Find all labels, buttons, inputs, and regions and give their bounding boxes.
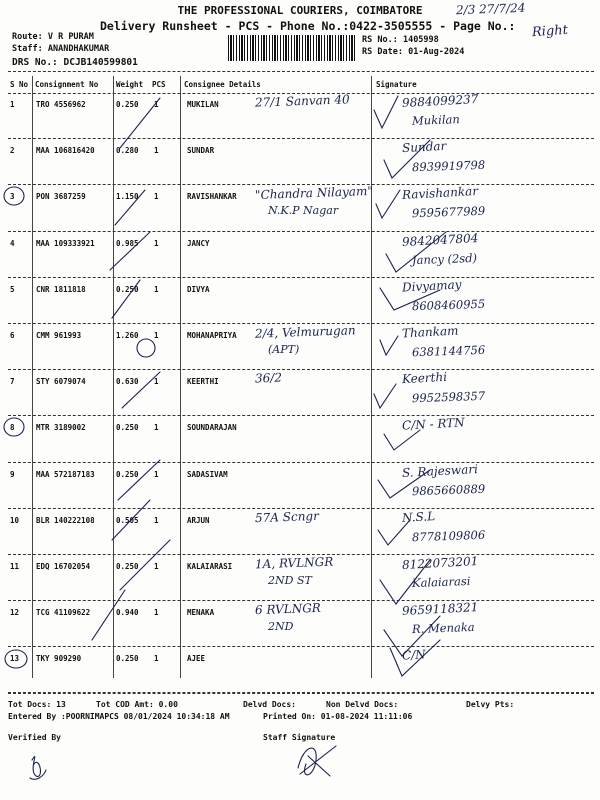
row-consignment-no: STY 6079074 bbox=[36, 377, 86, 387]
verified-by-label: Verified By bbox=[8, 733, 61, 742]
row-consignee-name: SADASIVAM bbox=[187, 469, 228, 479]
staff-value: ANANDHAKUMAR bbox=[47, 44, 110, 54]
tot-docs: Tot Docs: 13 bbox=[8, 700, 66, 709]
row-signature-line1: 9659118321 bbox=[401, 600, 479, 619]
row-weight: 0.630 bbox=[116, 377, 139, 387]
delvy-pts: Delvy Pts: bbox=[466, 700, 515, 709]
row-handwritten-note: 57A Scngr bbox=[254, 508, 320, 525]
row-weight: 0.940 bbox=[116, 608, 139, 618]
tick-mark bbox=[380, 560, 430, 604]
row-consignee-name: SOUNDARAJAN bbox=[187, 423, 237, 433]
row-consignment-no: CMM 961993 bbox=[36, 331, 82, 340]
rs-date-value: 01-Aug-2024 bbox=[408, 47, 465, 57]
row-sno: 13 bbox=[10, 654, 20, 664]
row-pcs: 1 bbox=[154, 562, 159, 571]
col-header-weight: Weight bbox=[116, 80, 144, 89]
entered-by: Entered By :POORNIMAPCS 08/01/2024 10:34:18 AM bbox=[8, 712, 230, 721]
row-consignment-no: MAA 109333921 bbox=[36, 238, 95, 248]
stroke-mark bbox=[120, 540, 170, 590]
rs-date-label: RS Date: bbox=[362, 47, 403, 57]
staff-label: Staff: bbox=[12, 44, 43, 54]
row-sno: 1 bbox=[10, 100, 15, 109]
row-handwritten-note-2: 2ND ST bbox=[268, 574, 312, 587]
row-consignment-no: CNR 1811818 bbox=[36, 284, 86, 294]
row-consignee-name: JANCY bbox=[187, 238, 210, 248]
row-weight: 0.985 bbox=[116, 238, 139, 248]
row-weight: 0.250 bbox=[116, 284, 139, 294]
tick-mark bbox=[386, 232, 446, 272]
row-pcs: 1 bbox=[154, 654, 159, 664]
row-consignee-name: MUKILAN bbox=[187, 100, 219, 109]
drs-value: DCJB140599801 bbox=[63, 57, 138, 68]
row-pcs: 1 bbox=[154, 423, 159, 433]
rs-no-value: 1405998 bbox=[402, 35, 439, 45]
row-consignee-name: RAVISHANKAR bbox=[187, 192, 237, 202]
row-signature-line1: 9884099237 bbox=[401, 92, 479, 110]
tick-mark bbox=[380, 336, 398, 355]
staff-signature-label: Staff Signature bbox=[263, 733, 336, 742]
row-signature-line1: 9842047804 bbox=[401, 230, 479, 249]
stroke-mark bbox=[110, 232, 150, 270]
tick-mark bbox=[384, 140, 430, 178]
verified-signature bbox=[30, 756, 46, 779]
row-pcs: 1 bbox=[154, 515, 159, 525]
non-delvd-docs: Non Delvd Docs: bbox=[326, 700, 399, 709]
row-consignee-name: KEERTHI bbox=[187, 377, 219, 387]
row-signature-line1: C/N bbox=[401, 647, 427, 664]
row-pcs: 1 bbox=[154, 146, 159, 156]
row-pcs: 1 bbox=[154, 331, 159, 340]
runsheet-subtitle: Delivery Runsheet - PCS - Phone No.:0422-3505555 - Page No.: bbox=[100, 19, 516, 33]
row-weight: 0.250 bbox=[116, 100, 139, 109]
row-consignee-name: AJEE bbox=[187, 654, 206, 664]
route-value: V R PURAM bbox=[47, 32, 94, 42]
tick-mark bbox=[380, 288, 440, 310]
row-consignee-name: KALAIARASI bbox=[187, 562, 233, 571]
row-signature-line2: 9595677989 bbox=[411, 204, 486, 221]
row-signature-line1: Sundar bbox=[401, 139, 447, 156]
row-sno: 6 bbox=[10, 331, 15, 340]
row-signature-line2: 8778109806 bbox=[411, 527, 486, 545]
row-signature-line1: Thankam bbox=[401, 323, 459, 341]
row-consignment-no: TKY 909290 bbox=[36, 654, 82, 664]
row-signature-line1: C/N - RTN bbox=[401, 415, 466, 434]
handwritten-corner-note: Right bbox=[531, 22, 569, 41]
printed-on: Printed On: 01-08-2024 11:11:06 bbox=[263, 712, 413, 721]
row-signature-line2: Jancy (2sd) bbox=[411, 250, 478, 267]
tick-mark bbox=[378, 520, 410, 545]
row-sno: 11 bbox=[10, 562, 20, 571]
row-weight: 0.250 bbox=[116, 654, 139, 664]
row-weight: 0.250 bbox=[116, 423, 139, 433]
row-signature-line2: 8939919798 bbox=[411, 157, 486, 175]
stroke-mark bbox=[120, 98, 160, 148]
row-sno: 4 bbox=[10, 238, 15, 248]
row-handwritten-note: 6 RVLNGR bbox=[254, 601, 322, 618]
row-signature-line1: 8122073201 bbox=[401, 554, 479, 572]
row-handwritten-note: 36/2 bbox=[254, 370, 283, 386]
row-handwritten-note: 1A, RVLNGR bbox=[254, 554, 334, 572]
row-consignment-no: TRO 4556962 bbox=[36, 100, 86, 109]
row-handwritten-note-2: (APT) bbox=[268, 343, 300, 356]
handwritten-page-ref: 2/3 27/7/24 bbox=[455, 0, 526, 18]
row-signature-line2: 6381144756 bbox=[411, 342, 486, 360]
row-signature-line2: R. Menaka bbox=[411, 620, 475, 637]
col-header-sno: S No bbox=[10, 80, 29, 89]
staff-signature-scribble bbox=[298, 746, 336, 776]
row-sno: 7 bbox=[10, 377, 15, 387]
row-consignment-no: TCG 41109622 bbox=[36, 608, 91, 618]
row-pcs: 1 bbox=[154, 238, 159, 248]
row-signature-line1: Keerthi bbox=[401, 370, 448, 387]
tick-mark bbox=[384, 430, 420, 450]
row-consignment-no: MAA 106816420 bbox=[36, 146, 95, 156]
row-signature-line1: Ravishankar bbox=[401, 184, 479, 203]
tot-cod: Tot COD Amt: 0.00 bbox=[96, 700, 178, 709]
row-handwritten-note-2: 2ND bbox=[268, 620, 294, 634]
row-weight: 1.260 bbox=[116, 331, 139, 340]
row-consignment-no: EDQ 16702054 bbox=[36, 562, 91, 571]
row-pcs: 1 bbox=[154, 192, 159, 202]
circle-mark bbox=[5, 650, 27, 668]
row-sno: 12 bbox=[10, 608, 20, 618]
col-header-signature: Signature bbox=[376, 80, 417, 89]
row-signature-line1: N.S.L bbox=[401, 508, 436, 525]
row-sno: 3 bbox=[10, 192, 15, 202]
row-consignee-name: ARJUN bbox=[187, 515, 210, 525]
circle-mark bbox=[4, 187, 24, 205]
row-consignment-no: MTR 3189002 bbox=[36, 423, 86, 433]
rs-no-label: RS No.: bbox=[362, 35, 398, 45]
circle-mark bbox=[137, 339, 155, 357]
row-sno: 9 bbox=[10, 469, 15, 479]
row-pcs: 1 bbox=[154, 100, 159, 109]
row-sno: 5 bbox=[10, 284, 15, 294]
row-weight: 0.250 bbox=[116, 562, 139, 571]
tick-mark bbox=[378, 470, 430, 498]
row-consignee-name: MENAKA bbox=[187, 608, 215, 618]
tick-mark bbox=[374, 384, 396, 408]
row-signature-line2: Mukilan bbox=[411, 112, 461, 128]
row-sno: 2 bbox=[10, 146, 15, 156]
drs-label: DRS No.: bbox=[12, 57, 58, 68]
stroke-mark bbox=[118, 460, 160, 500]
row-signature-line2: 9865660889 bbox=[411, 481, 486, 498]
row-sno: 8 bbox=[10, 423, 15, 433]
stroke-mark bbox=[115, 190, 145, 225]
row-sno: 10 bbox=[10, 515, 20, 525]
tick-mark bbox=[390, 640, 440, 676]
delvd-docs: Delvd Docs: bbox=[243, 700, 296, 709]
col-header-consignment: Consignment No bbox=[35, 80, 99, 89]
row-pcs: 1 bbox=[154, 377, 159, 387]
tick-mark bbox=[384, 616, 440, 656]
row-signature-line1: S. Rajeswari bbox=[401, 461, 479, 480]
row-consignment-no: PON 3687259 bbox=[36, 192, 86, 202]
row-handwritten-note-2: N.K.P Nagar bbox=[268, 204, 339, 218]
row-signature-line2: 9952598357 bbox=[411, 388, 486, 406]
row-consignee-name: DIVYA bbox=[187, 284, 210, 294]
row-handwritten-note: 27/1 Sanvan 40 bbox=[254, 92, 350, 110]
row-signature-line2: Kalaiarasi bbox=[411, 573, 471, 591]
tick-mark bbox=[376, 190, 400, 218]
row-signature-line1: Divyamay bbox=[401, 277, 462, 295]
row-consignment-no: BLR 140222108 bbox=[36, 515, 95, 525]
stroke-mark bbox=[112, 500, 150, 540]
row-signature-line2: 8608460955 bbox=[411, 296, 486, 314]
row-weight: 1.150 bbox=[116, 192, 139, 202]
stroke-mark bbox=[92, 590, 125, 640]
circle-mark bbox=[4, 418, 24, 436]
row-weight: 0.250 bbox=[116, 469, 139, 479]
tick-mark bbox=[374, 96, 398, 128]
runsheet-title: THE PROFESSIONAL COURIERS, COIMBATORE bbox=[177, 4, 423, 17]
col-header-pcs: PCS bbox=[152, 80, 166, 89]
row-pcs: 1 bbox=[154, 469, 159, 479]
row-weight: 0.280 bbox=[116, 146, 139, 156]
row-handwritten-note: "Chandra Nilayam" bbox=[254, 184, 374, 203]
row-consignee-name: SUNDAR bbox=[187, 146, 215, 156]
row-pcs: 1 bbox=[154, 608, 159, 618]
row-weight: 0.505 bbox=[116, 515, 139, 525]
route-label: Route: bbox=[12, 32, 43, 42]
row-consignment-no: MAA 572187183 bbox=[36, 469, 95, 479]
col-header-details: Consignee Details bbox=[184, 80, 261, 89]
row-pcs: 1 bbox=[154, 284, 159, 294]
row-handwritten-note: 2/4, Velmurugan bbox=[254, 323, 356, 341]
stroke-mark bbox=[112, 280, 140, 318]
row-consignee-name: MOHANAPRIYA bbox=[187, 331, 237, 340]
stroke-mark bbox=[122, 372, 160, 408]
